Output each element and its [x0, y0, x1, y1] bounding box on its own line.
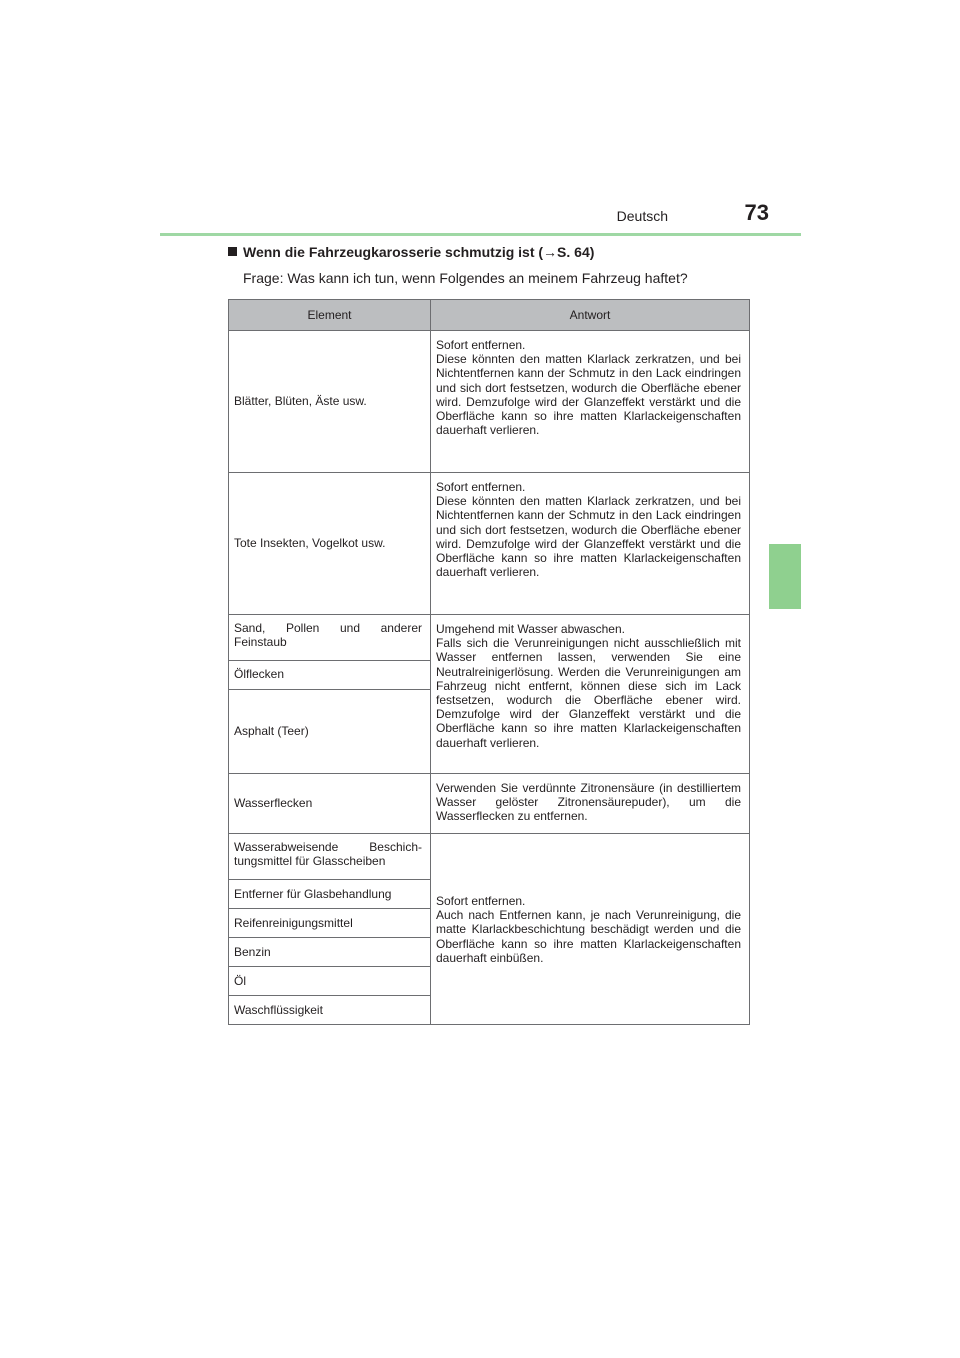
table-header-row	[229, 300, 750, 331]
answer-title: Sofort entfernen.	[436, 480, 526, 494]
column-header-answer: Antwort	[431, 300, 750, 331]
section-heading-text: Wenn die Fahrzeugkarosserie schmutzig ist (→S. 64)	[243, 244, 595, 260]
answer-title: Umgehend mit Wasser abwaschen.	[436, 622, 625, 636]
answer-text: Diese könnten den matten Klarlack zerkratzen, und bei Nichtentfernen kann der Schmutz in den Lack eindringen und sich dort festsetzen, wodurch die Oberfläche ebener wird. Demzufolge wird der Glanzeffekt verstärkt und die Oberfläche kann so ihre matten Klarlackeigenschaften dauerhaft verlieren.	[436, 494, 741, 580]
table-cell-element: Sand, Pollen und anderer Feinstaub	[229, 615, 431, 661]
answer-title: Sofort entfernen.	[436, 893, 526, 908]
table-row	[229, 473, 750, 615]
table-cell-element: Blätter, Blüten, Äste usw.	[229, 331, 431, 473]
table-cell-element: Asphalt (Teer)	[229, 690, 431, 774]
table-row	[229, 774, 750, 834]
table-cell-element: Wasserabweisende Beschichtungsmittel für Glasscheiben	[229, 834, 431, 880]
table-row	[229, 834, 750, 880]
table-cell-answer	[431, 615, 750, 774]
table-cell-answer	[431, 834, 750, 1025]
table-cell-element: Benzin	[229, 938, 431, 967]
table-cell-answer	[431, 473, 750, 615]
table-cell-element: Reifenreinigungsmittel	[229, 909, 431, 938]
answer-title: Sofort entfernen.	[436, 338, 526, 352]
answer-text: Falls sich die Verunreinigungen nicht ausschließlich mit Wasser entfernen lassen, verwenden Sie eine Neutralreinigerlösung. Werden die Verunreinigungen am Fahrzeug nicht entfernt, können diese sich im Lack festsetzen, wodurch die Oberfläche ebener wird. Demzufolge wird der Glanzeffekt verstärkt und die Oberfläche kann so ihre matten Klarlackeigenschaften dauerhaft verlieren.	[436, 636, 741, 750]
table-row	[229, 331, 750, 473]
table-cell-answer	[431, 774, 750, 834]
page-number: 73	[744, 200, 769, 225]
table-cell-element: Öl	[229, 967, 431, 996]
answer-text: Verwenden Sie verdünnte Zitronensäure (in destilliertem Wasser gelöster Zitronensäurepuder), um die Wasserflecken zu entfernen.	[436, 781, 741, 824]
header-divider	[160, 233, 801, 236]
table-row	[229, 615, 750, 661]
section-question: Frage: Was kann ich tun, wenn Folgendes an meinem Fahrzeug haftet?	[243, 270, 688, 286]
table-cell-element: Waschflüssigkeit	[229, 996, 431, 1025]
answer-text: Auch nach Entfernen kann, je nach Verunreinigung, die matte Klarlackbeschichtung beschädigt werden und die Oberfläche kann so ihre matten Klarlackeigenschaften dauerhaft einbüßen.	[436, 908, 741, 965]
table-cell-element: Entferner für Glasbehandlung	[229, 880, 431, 909]
chapter-tab	[769, 544, 801, 609]
table-cell-answer	[431, 331, 750, 473]
table-cell-element: Ölflecken	[229, 661, 431, 690]
header-section-title: Deutsch	[616, 208, 668, 224]
column-header-element: Element	[229, 300, 431, 331]
answer-text: Diese könnten den matten Klarlack zerkratzen, und bei Nichtentfernen kann der Schmutz in den Lack eindringen und sich dort festsetzen, wodurch die Oberfläche ebener wird. Demzufolge wird der Glanzeffekt verstärkt und die Oberfläche kann so ihre matten Klarlackeigenschaften dauerhaft verlieren.	[436, 352, 741, 438]
section-heading	[228, 244, 594, 260]
table-cell-element: Wasserflecken	[229, 774, 431, 834]
square-bullet-icon	[228, 247, 237, 256]
dirt-removal-table	[228, 299, 750, 1025]
table-cell-element: Tote Insekten, Vogelkot usw.	[229, 473, 431, 615]
